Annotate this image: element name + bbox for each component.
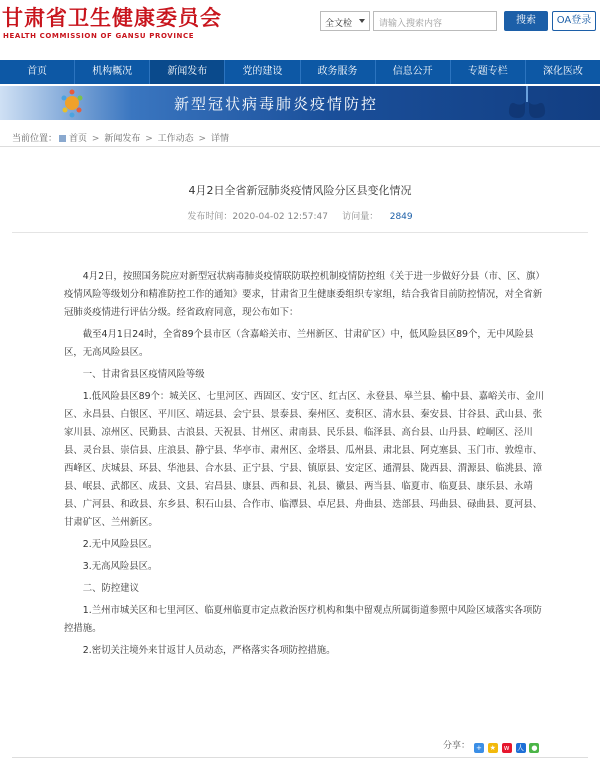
main-nav (0, 60, 600, 84)
site-header (0, 0, 600, 52)
breadcrumb-work[interactable]: 工作动态 (157, 134, 194, 144)
article-paragraph: 2.密切关注境外来甘返甘人员动态，严格落实各项防控措施。 (82, 645, 336, 656)
article-paragraph: 3.无高风险县区。 (82, 561, 158, 572)
article-title: 4月2日全省新冠肺炎疫情风险分区县变化情况 (188, 184, 412, 197)
breadcrumb-separator: > (145, 134, 153, 144)
divider (0, 146, 600, 147)
publish-time: 发布时间：2020-04-02 12:57:47 (187, 212, 328, 222)
weibo-icon[interactable]: w (502, 743, 512, 753)
breadcrumb-prefix: 当前位置： (12, 134, 58, 144)
article-meta (0, 209, 600, 222)
divider (12, 757, 588, 758)
site-title-en: HEALTH COMMISSION OF GANSU PROVINCE (3, 32, 195, 40)
article-paragraph: 截至4月1日24时，全省89个县市区（含嘉峪关市、兰州新区、甘肃矿区）中，低风险县区89个，无中风险县区，无高风险县区。 (64, 329, 534, 358)
section-heading: 一、甘肃省县区疫情风险等级 (82, 369, 205, 380)
nav-item-home[interactable]: 首页 (0, 60, 75, 84)
search-input[interactable]: 请输入搜索内容 (373, 11, 497, 31)
share-label: 分享： (443, 741, 471, 751)
search-button[interactable]: 搜索 (504, 11, 548, 31)
nav-item-news[interactable]: 新闻发布 (150, 60, 225, 84)
banner-title: 新型冠状病毒肺炎疫情防控 (174, 95, 379, 113)
share-plus-icon[interactable]: + (474, 743, 484, 753)
nav-item-disclosure[interactable]: 信息公开 (376, 60, 451, 84)
views-count: 2849 (389, 212, 413, 222)
wechat-icon[interactable]: ● (531, 744, 538, 752)
site-title[interactable]: 甘肃省卫生健康委员会 (2, 6, 222, 30)
article-paragraph: 1.兰州市城关区和七里河区、临夏州临夏市定点救治医疗机构和集中留观点所属街道参照中风险区域落实各项防控措施。 (64, 605, 542, 634)
renren-icon[interactable]: 人 (517, 744, 525, 752)
breadcrumb-separator: > (198, 134, 207, 144)
qzone-icon[interactable]: ★ (489, 744, 496, 752)
chevron-down-icon (359, 19, 365, 23)
search-scope-select[interactable] (320, 11, 370, 31)
breadcrumb-separator: > (91, 134, 100, 144)
article-body (64, 268, 551, 660)
article-paragraph: 1.低风险县区89个：城关区、七里河区、西固区、安宁区、红古区、永登县、皋兰县、榆中县、嘉峪关市、金川区、永昌县、白银区、平川区、靖远县、会宁县、景泰县、秦州区、麦积区、清水县、秦安县、甘谷县、武山县、张家川县、凉州区、民勤县、古浪县、天祝县、甘州区、肃南县、民乐县、临泽县、高台县、山丹县、崆峒区、泾川县、灵台县、崇信县、庄浪县、静宁县、华亭市、肃州区、金塔县、瓜州县、肃北县、阿克塞县、玉门市、敦煌市、西峰区、庆城县、环县、华池县、合水县、正宁县、宁县、镇原县、安定区、通渭县、陇西县、渭源县、临洮县、漳县、岷县、武都区、成县、文县、宕昌县、康县、西和县、礼县、徽县、两当县、临夏市、临夏县、康乐县、永靖县、广河县、和政县、东乡县、积石山县、合作市、临潭县、卓尼县、舟曲县、迭部县、玛曲县、碌曲县、夏河县、甘肃矿区、兰州新区。 (64, 391, 545, 528)
virus-icon (60, 88, 84, 118)
breadcrumb-news[interactable]: 新闻发布 (104, 134, 141, 144)
oa-login-button[interactable]: OA登录 (552, 11, 596, 31)
nav-item-services[interactable]: 政务服务 (301, 60, 376, 84)
home-icon (59, 135, 66, 142)
share-bar (443, 738, 539, 753)
nav-item-party[interactable]: 党的建设 (225, 60, 300, 84)
search-scope-label: 全文检 (325, 19, 353, 29)
nav-item-reform[interactable]: 深化医改 (542, 66, 583, 77)
breadcrumb (12, 131, 229, 144)
views-label: 访问量： (342, 212, 379, 222)
article-paragraph: 4月2日，按照国务院应对新型冠状病毒肺炎疫情联防联控机制疫情防控组《关于进一步做好分县（市、区、旗）疫情风险等级划分和精准防控工作的通知》要求，甘肃省卫生健康委组织专家组，结合我省目前防控情况，对全省新冠肺炎疫情进行评估分级。经省政府同意，现公布如下： (64, 271, 545, 318)
breadcrumb-detail: 详情 (210, 134, 229, 144)
nav-item-about[interactable]: 机构概况 (75, 60, 150, 84)
nav-item-topics[interactable]: 专题专栏 (451, 60, 526, 84)
divider (12, 232, 588, 233)
section-heading: 二、防控建议 (82, 583, 140, 594)
covid-banner[interactable] (0, 86, 600, 120)
lungs-icon (492, 86, 562, 120)
article-paragraph: 2.无中风险县区。 (82, 539, 158, 550)
breadcrumb-home[interactable]: 首页 (69, 134, 88, 144)
